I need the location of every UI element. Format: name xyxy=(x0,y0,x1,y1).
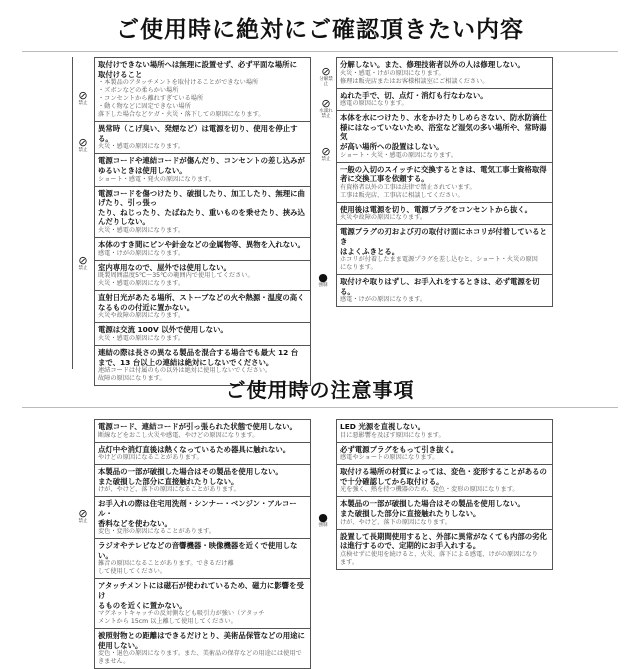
item-note: 火災や故障の原因になります。 xyxy=(98,312,185,320)
item-note: 変色・退色の原因になります。また、美術品の保存などの用途には使用できません。 xyxy=(98,650,302,666)
item-note: 火災・感電の原因になります。 xyxy=(98,334,185,342)
item-note: 故障の原因になります。 xyxy=(98,375,166,383)
item-note: 断線などをおこし火災や感電、やけどの原因になります。 xyxy=(98,431,259,439)
item-heading: 本製品の一部が破損した場合はその製品を使用しない。 xyxy=(98,467,283,477)
item-heading: はよくふきとる。 xyxy=(340,246,400,256)
item-heading: また破損した部分に直接触れたりしない。 xyxy=(340,508,481,518)
item-note: 感電の原因になります。 xyxy=(340,100,408,108)
item-heading: アタッチメントには磁石が使われているため、磁力に影響を受け xyxy=(98,581,304,600)
item-note: 落下した場合などケガ・火災・落下しての原因になります。 xyxy=(98,111,265,119)
warning-row xyxy=(337,88,553,111)
caution-row-cell xyxy=(95,497,311,539)
warning-row-cell xyxy=(95,58,311,122)
title-divider xyxy=(22,51,618,52)
prohibit-icon: ⊘ 禁止 xyxy=(78,254,88,271)
warning-row xyxy=(337,275,553,307)
warning-row-cell xyxy=(337,275,553,307)
warning-row xyxy=(95,122,311,154)
item-heading: 様にはなっていないため、浴室など湿気の多い場所や、常時湯気 xyxy=(340,122,547,142)
item-heading: 一般の入切のスイッチに交換するときは、電気工事士資格取得 xyxy=(340,164,547,174)
item-heading: は進行するので、定期的にお手入れする。 xyxy=(340,541,481,551)
item-heading: また破損した部分に直接触れたりしない。 xyxy=(98,476,239,486)
caution-list-right xyxy=(336,419,553,570)
item-heading: 本体を水につけたり、水をかけたりしめらさない、防水防滴仕 xyxy=(340,113,547,123)
caution-row-cell xyxy=(95,420,311,443)
item-note: 感電・けがの原因になります。 xyxy=(98,249,185,257)
warning-row-cell xyxy=(337,58,553,89)
item-heading: 電源コードや連結コードが傷んだり、コンセントの差し込みが xyxy=(98,156,305,166)
item-heading: 使用後は電源を切り、電源プラグをコンセントから抜く。 xyxy=(340,204,533,214)
item-note: マグネットキャッチの反対側なども吸引力が強い（アタッチ xyxy=(98,610,265,618)
item-heading: が高い場所への設置はしない。 xyxy=(340,141,444,151)
caution-row-cell xyxy=(95,539,311,579)
item-note: けが、やけど、落下の原因になります。 xyxy=(340,518,451,526)
caution-row xyxy=(95,629,311,669)
item-heading: 必ず電源プラグをもって引き抜く。 xyxy=(340,444,459,454)
item-heading: 電源コードを傷つけたり、破損したり、加工したり、無理に曲げたり、引っ張っ xyxy=(98,188,305,208)
warning-row xyxy=(95,323,311,346)
warning-row xyxy=(95,291,311,323)
item-heading: 者に交換工事を依頼する。 xyxy=(340,174,429,184)
caution-row xyxy=(337,465,553,497)
item-heading: ラジオやテレビなどの音響機器・映像機器を近くで使用しない。 xyxy=(98,541,298,560)
item-heading: お手入れの際は住宅用洗剤・シンナー・ベンジン・アルコール・ xyxy=(98,499,297,518)
item-note: 修理は販売店またはお客様相談室にご相談ください。 xyxy=(340,77,489,85)
warning-row-cell xyxy=(95,323,311,346)
warning-list-right xyxy=(336,57,553,307)
item-note: 既製周囲温度5℃〜35℃の範囲内で使用してください。 xyxy=(98,272,254,280)
item-heading: まで、13 台以上の連結は絶対にしないでください。 xyxy=(98,357,274,367)
item-note: 点検せずに使用を続けると、火災、落下による感電、けがの原因になり xyxy=(340,550,538,558)
item-note: ・動く物などに固定できない場所 xyxy=(98,103,191,111)
caution-row xyxy=(337,420,553,443)
page-title: ご使用時に絶対にご確認頂きたい内容 xyxy=(116,17,524,43)
item-note: 感電・けがの原因になります。 xyxy=(340,296,427,304)
mandatory-icon: ● 強制 xyxy=(318,511,328,528)
item-heading: 分解しない。また、修理技術者以外の人は修理しない。 xyxy=(340,60,525,69)
item-heading: で十分確認してから取付ける。 xyxy=(340,476,444,486)
caution-row-cell xyxy=(95,442,311,465)
caution-row xyxy=(95,420,311,443)
item-note: 有資格者以外の工事は法律で禁止されています。 xyxy=(340,183,476,191)
warning-row-cell xyxy=(95,186,311,237)
warning-list-left xyxy=(94,57,311,386)
item-heading: ゆるいときは使用しない。 xyxy=(98,165,187,175)
item-note: になります。 xyxy=(340,264,377,272)
item-note: ホコリが付着したまま電源プラグを差し込むと、ショート・火災の原因 xyxy=(340,256,538,264)
prohibit-icon: ⊘ 禁止 xyxy=(78,89,88,106)
item-note: 目に悪影響を及ぼす原因になります。 xyxy=(340,431,445,439)
item-note: 光を強く、熱を持つ機器のため、変色・変形の原因になります。 xyxy=(340,486,519,494)
item-note: 連結コードは付属のもの以外は絶対に使用しないでください。 xyxy=(98,367,272,375)
item-heading: 取付ける場所の材質によっては、変色・変形することがあるの xyxy=(340,467,547,477)
caution-row-cell xyxy=(337,465,553,497)
caution-row xyxy=(95,497,311,539)
warning-row xyxy=(95,58,311,122)
warning-row xyxy=(95,186,311,237)
warning-row xyxy=(337,162,553,202)
item-heading: 設置して長期間使用すると、外部に異常がなくても内部の劣化 xyxy=(340,531,547,541)
caution-row xyxy=(337,442,553,465)
item-heading: LED 光源を直視しない。 xyxy=(340,422,425,431)
warning-row-cell xyxy=(337,162,553,202)
item-note: 火災・感電の原因になります。 xyxy=(98,280,185,288)
warning-row-cell xyxy=(337,88,553,111)
warning-row xyxy=(95,237,311,260)
disassemble-prohibit-icon: ⊘ 分解禁止 xyxy=(319,65,333,87)
section-divider xyxy=(22,407,618,408)
item-note: 火災・感電の原因になります。 xyxy=(98,226,185,234)
item-note: ・コンセントから離れすぎている場所 xyxy=(98,95,204,103)
warning-row-cell xyxy=(337,202,553,225)
caution-row xyxy=(337,497,553,529)
item-heading: 本製品の一部が破損した場合はその製品を使用しない。 xyxy=(340,499,525,509)
item-heading: ぬれた手で、切、点灯・消灯も行なわない。 xyxy=(340,90,488,100)
frame-line xyxy=(72,57,73,369)
item-note: 火災・感電・けがの原因になります。 xyxy=(340,69,445,77)
item-heading: 電源コード、連結コードが引っ張られた状態で使用しない。 xyxy=(98,422,297,431)
caution-row-cell xyxy=(337,497,553,529)
warning-row xyxy=(95,154,311,186)
item-note: けが、やけど、落下の原因になることがあります。 xyxy=(98,486,240,494)
item-heading: 取付けできない場所へは無理に設置せず、必ず平面な場所に xyxy=(98,60,297,69)
caution-row xyxy=(95,442,311,465)
item-heading: 取付けること xyxy=(98,69,143,79)
warning-row-cell xyxy=(337,111,553,162)
item-note: ・ズボンなどの柔らかい場所 xyxy=(98,87,179,95)
caution-row-cell xyxy=(95,579,311,629)
item-note: 雑音の原因になることがあります。できるだけ離 xyxy=(98,560,234,568)
item-heading: たり、ねじったり、たばねたり、重いものを乗せたり、挟み込んだりしない。 xyxy=(98,207,305,227)
item-heading: 電源プラグの刃および刃の取付け面にホコリが付着しているとき xyxy=(340,227,547,246)
item-heading: 直射日光があたる場所、ストーブなどの火や熱源・温度の高く xyxy=(98,293,305,303)
item-note: ・本製品のアタッチメントを取付けることができない場所 xyxy=(98,79,259,87)
warning-row xyxy=(337,111,553,162)
item-heading: 異常時（こげ臭い、発煙など）は電源を切り、使用を停止する。 xyxy=(98,124,298,143)
item-heading: るものを近くに置かない。 xyxy=(98,600,187,610)
caution-row-cell xyxy=(337,442,553,465)
item-heading: なるものの付近に置かない。 xyxy=(98,302,195,312)
item-note: 工事は販売店、工事店に相談してください。 xyxy=(340,191,464,199)
item-heading: 点灯中や消灯直後は熱くなっているため器具に触れない。 xyxy=(98,444,291,454)
item-note: ショート・感電・発火の原因になります。 xyxy=(98,175,215,183)
caution-list-left xyxy=(94,419,311,669)
item-note: メントから 15cm 以上離して使用してください。 xyxy=(98,618,237,626)
warning-row xyxy=(337,58,553,89)
prohibit-icon: ⊘ 禁止 xyxy=(78,507,88,524)
warning-row-cell xyxy=(95,291,311,323)
item-note: ショート・火災・感電の原因になります。 xyxy=(340,151,457,159)
caution-row-cell xyxy=(95,465,311,497)
warning-row-cell xyxy=(337,225,553,275)
caution-row-cell xyxy=(337,420,553,443)
prohibit-icon: ⊘ 禁止 xyxy=(78,136,88,153)
warning-row-cell xyxy=(95,237,311,260)
item-heading: 電源は交流 100V 以外で使用しない。 xyxy=(98,325,228,335)
warning-row xyxy=(95,260,311,291)
warning-row-cell xyxy=(95,122,311,154)
item-note: 火災や故障の原因になります。 xyxy=(340,214,427,222)
item-heading: 本体のすき間にピンや針金などの金属物等、異物を入れない。 xyxy=(98,239,305,249)
item-note: 変色・変形の原因になることがあります。 xyxy=(98,528,216,536)
warning-row-cell xyxy=(95,154,311,186)
warning-row-cell xyxy=(95,260,311,291)
item-note: やけどの原因になることがあります。 xyxy=(98,454,203,462)
caution-row-cell xyxy=(337,529,553,569)
caution-row xyxy=(337,529,553,569)
item-heading: 香料などを使わない。 xyxy=(98,518,172,528)
prohibit-icon: ⊘ 禁止 xyxy=(321,145,331,162)
mandatory-icon: ● 強制 xyxy=(318,271,328,288)
section-title: ご使用時の注意事項 xyxy=(225,378,415,402)
warning-row xyxy=(337,225,553,275)
caution-row xyxy=(95,465,311,497)
item-note: 感電やショートの原因になります。 xyxy=(340,454,439,462)
item-heading: 取付けや取りはずし、お手入れをするときは、必ず電源を切る。 xyxy=(340,277,540,296)
item-note: 火災・感電の原因になります。 xyxy=(98,143,185,151)
caution-row xyxy=(95,539,311,579)
item-note: して使用してください。 xyxy=(98,568,167,576)
item-note: ます。 xyxy=(340,558,359,566)
item-heading: 被照射物との距離はできるだけとり、美術品保管などの用途に使用しない。 xyxy=(98,631,305,650)
warning-row xyxy=(337,202,553,225)
item-heading: 連結の際は長さの異なる製品を混合する場合でも最大 12 台 xyxy=(98,347,299,357)
wet-hands-prohibit-icon: ⊘ 水濡れ禁止 xyxy=(319,97,333,119)
item-heading: 室内専用なので、屋外では使用しない。 xyxy=(98,262,231,272)
caution-row-cell xyxy=(95,629,311,669)
caution-row xyxy=(95,579,311,629)
